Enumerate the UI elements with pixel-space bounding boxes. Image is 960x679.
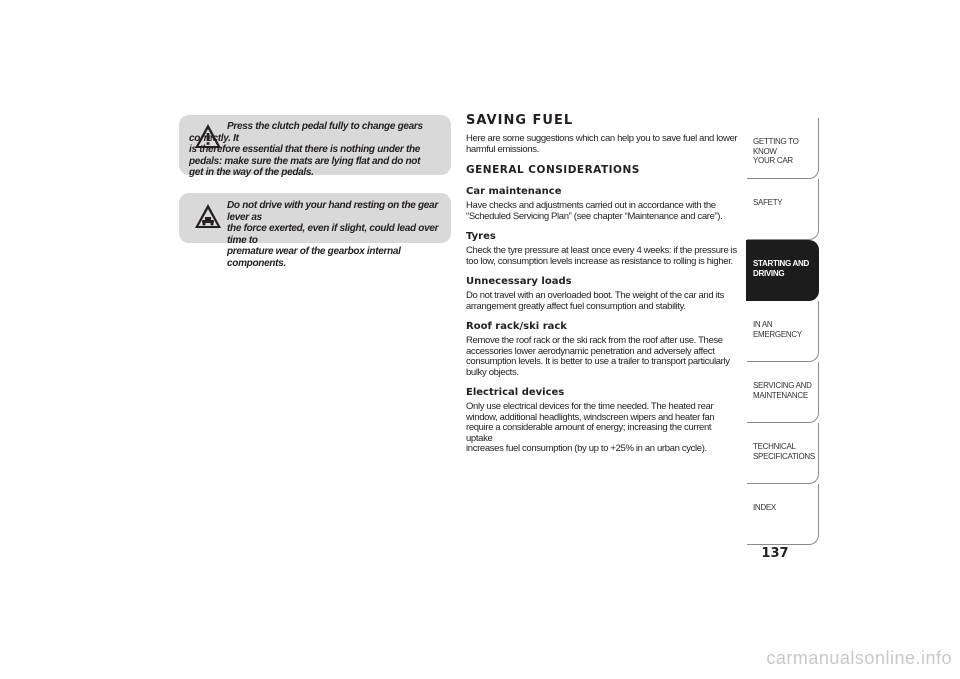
clutch-warning-box (179, 115, 451, 178)
tyres-heading: Tyres (466, 231, 496, 242)
tab-index[interactable]: INDEX (747, 484, 819, 545)
unnecessary-loads-heading: Unnecessary loads (466, 276, 572, 287)
tyres-text: Check the tyre pressure at least once every 4 weeks: if the pressure is too low, consumption levels increase as resistance to rolling is higher. (466, 245, 737, 267)
gear-lever-warning-text: Do not drive with your hand resting on the gear lever as the force exerted, even if slight, could lead over time to premature wear of the gearbox internal components. (227, 200, 439, 269)
unnecessary-loads-text: Do not travel with an overloaded boot. The weight of the car and its arrangement greatly affect fuel consumption and stability. (466, 290, 725, 312)
electrical-devices-heading: Electrical devices (466, 387, 565, 398)
chapter-tabs (747, 118, 819, 545)
tab-servicing-and-maintenance[interactable]: SERVICING AND MAINTENANCE (747, 362, 819, 423)
electrical-devices-text: Only use electrical devices for the time needed. The heated rear window, additional headlights, windscreen wipers and heater fan require a considerable amount of energy; increasing the current uptake increases fuel consumption (by up to +25% in an urban cycle). (466, 401, 715, 454)
tab-starting-and-driving[interactable]: STARTING AND DRIVING (746, 240, 819, 301)
page-title: SAVING FUEL (466, 113, 574, 128)
roof-rack-text: Remove the roof rack or the ski rack from the roof after use. These accessories lower aerodynamic penetration and adversely affect consumption levels. It is better to use a trailer to transport particularly bulky objects. (466, 335, 730, 378)
saving-fuel-section (466, 113, 738, 455)
page-number: 137 (761, 546, 789, 561)
tab-technical-specifications[interactable]: TECHNICAL SPECIFICATIONS (747, 423, 819, 484)
gear-lever-warning-box (179, 193, 451, 269)
gearbox-warning-icon (193, 201, 223, 231)
watermark-text: carmanualsonline.info (766, 648, 952, 668)
tab-safety[interactable]: SAFETY (747, 179, 819, 240)
car-maintenance-text: Have checks and adjustments carried out in accordance with the “Scheduled Servicing Plan” (see chapter “Maintenance and care”). (466, 200, 723, 222)
intro-text: Here are some suggestions which can help you to save fuel and lower harmful emissions. (466, 133, 738, 155)
tab-getting-to-know-your-car[interactable]: GETTING TO KNOW YOUR CAR (747, 118, 819, 179)
roof-rack-heading: Roof rack/ski rack (466, 321, 567, 332)
clutch-warning-text: Press the clutch pedal fully to change gears correctly. It is therefore essential that there is nothing under the pedals: make sure the mats are lying flat and do not get in the way of the pedals. (189, 121, 423, 178)
section-subtitle: GENERAL CONSIDERATIONS (466, 164, 640, 176)
car-maintenance-heading: Car maintenance (466, 186, 562, 197)
tab-in-an-emergency[interactable]: IN AN EMERGENCY (747, 301, 819, 362)
